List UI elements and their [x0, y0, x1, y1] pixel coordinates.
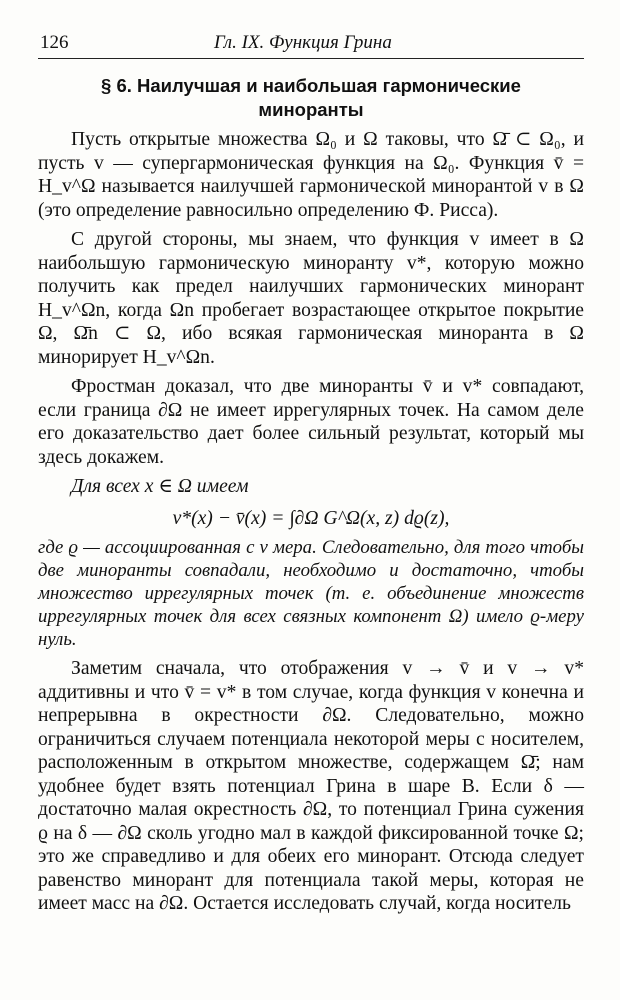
paragraph-6: Заметим сначала, что отображения v → v̄ и v → v* аддитивны и что v̄ = v* в том случае, когда функция v конечна и непрерывна в окрестности ∂Ω. Следовательно, можно ограничиться случаем потенциала некоторой меры с носителем, расположенным в открытом множестве, содержащем Ω̄; нам удобнее будет взять потенциал Грина в шаре B. Если δ — достаточно малая окрестность ∂Ω, то потенциал Грина сужения ϱ на δ — ∂Ω сколь угодно мал в каждой фиксированной точке Ω; это же справедливо и для обеих его минорант. Отсюда следует равенство минорант для потенциала такой меры, которая не имеет масс на ∂Ω. Остается исследовать случай, когда носитель [38, 658, 584, 914]
formula: v*(x) − v̄(x) = ∫∂Ω G^Ω(x, z) dϱ(z), [172, 507, 450, 529]
section-title [38, 74, 584, 122]
body-text [38, 128, 584, 916]
running-title: Гл. IX. Функция Грина [214, 32, 392, 53]
paragraph-4: Для всех x ∈ Ω имеем [71, 476, 249, 497]
section-title-line-1: § 6. Наилучшая и наибольшая гармонические [101, 75, 521, 96]
section-title-line-2: миноранты [258, 99, 364, 120]
paragraph-5: где ϱ — ассоциированная с v мера. Следовательно, для того чтобы две миноранты совпадали, необходимо и достаточно, чтобы множество иррегулярных точек (т. е. объединение множеств иррегулярных точек для всех связных компонент Ω) имело ϱ-меру нуль. [38, 537, 584, 650]
paragraph-3: Фростман доказал, что две миноранты v̄ и v* совпадают, если граница ∂Ω не имеет иррегулярных точек. На самом деле его доказательство дает более сильный результат, который мы здесь докажем. [38, 376, 584, 468]
page-number: 126 [40, 32, 69, 53]
paragraph-1: Пусть открытые множества Ω₀ и Ω таковы, что Ω̄ ⊂ Ω₀, и пусть v — супергармоническая функция на Ω₀. Функция v̄ = H_v^Ω называется наилучшей гармонической минорантой v в Ω (это определение равносильно определению Ф. Рисса). [38, 129, 584, 221]
page-header [38, 30, 584, 59]
paragraph-2: С другой стороны, мы знаем, что функция v имеет в Ω наибольшую гармоническую миноранту v*, которую можно получить как предел наилучших гармонических минорант H_v^Ωn, когда Ωn пробегает возрастающее открытое покрытие Ω, Ω̄n ⊂ Ω, ибо всякая гармоническая миноранта в Ω минорирует H_v^Ωn. [38, 229, 584, 368]
